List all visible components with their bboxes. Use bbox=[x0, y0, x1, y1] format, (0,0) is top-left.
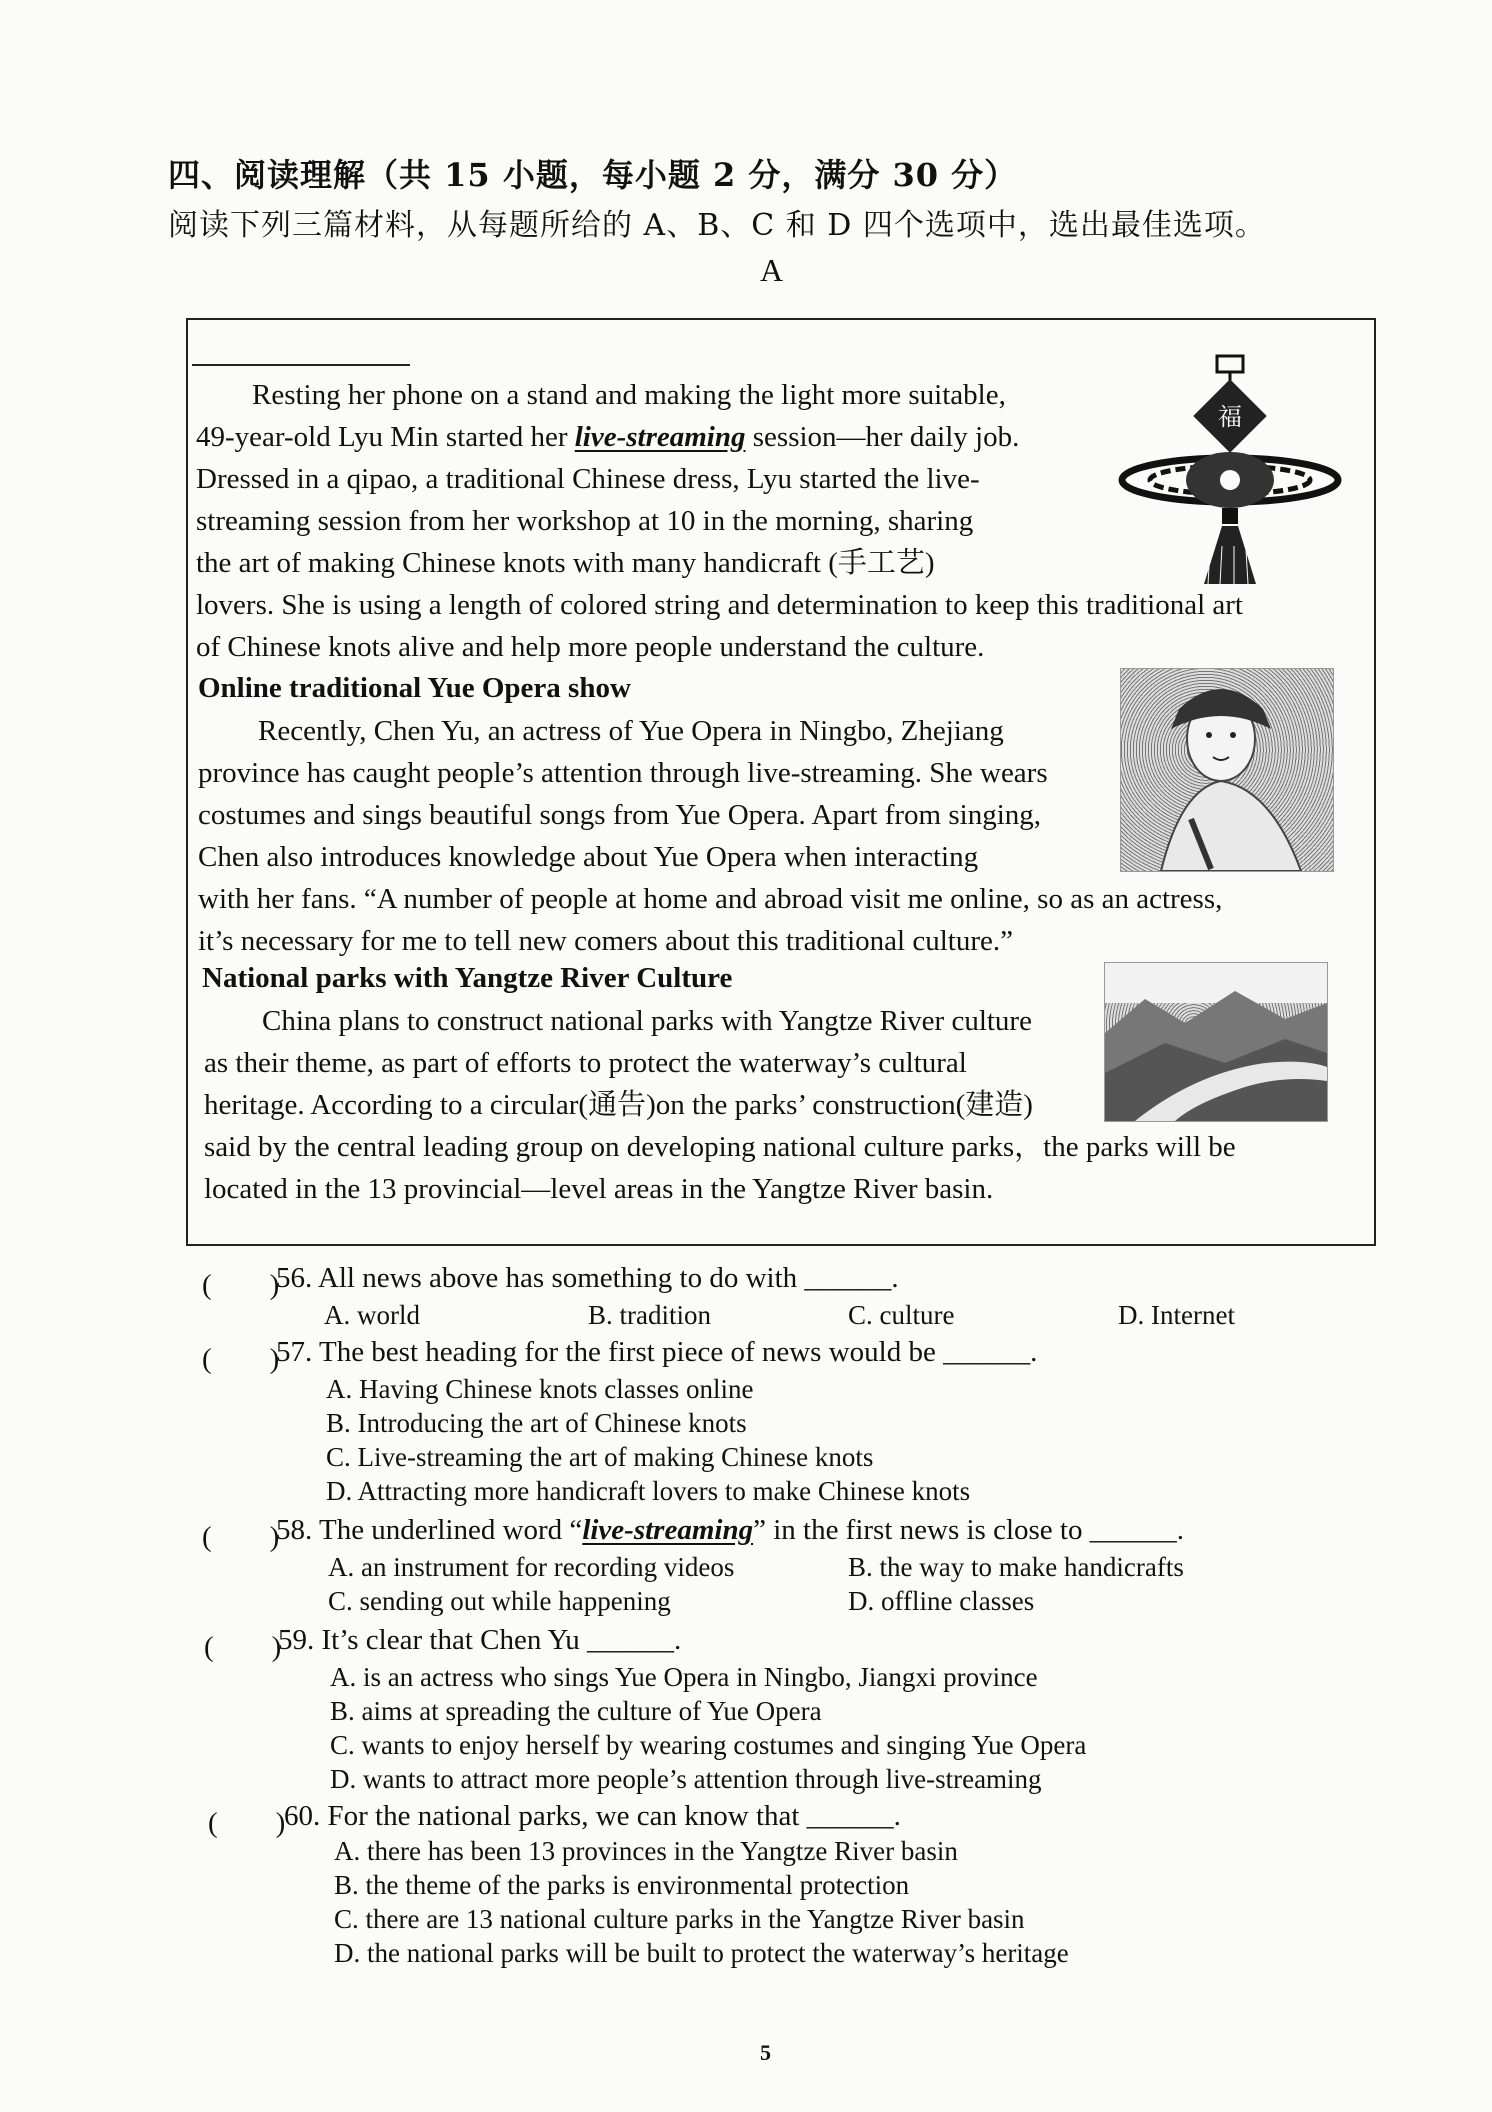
q58-stem-prefix: 58. The underlined word “ bbox=[276, 1514, 583, 1546]
section-title: 四、阅读理解（共 15 小题，每小题 2 分，满分 30 分） bbox=[168, 156, 1018, 194]
passage-label: A bbox=[760, 252, 784, 288]
q59-stem: 59. It’s clear that Chen Yu ______. bbox=[278, 1624, 682, 1656]
q58-option-a[interactable]: A. an instrument for recording videos bbox=[328, 1552, 735, 1582]
news1-line-5: the art of making Chinese knots with many handicraft (手工艺) bbox=[196, 547, 935, 579]
news2-line-4: Chen also introduces knowledge about Yue Opera when interacting bbox=[198, 841, 979, 873]
q58-option-c[interactable]: C. sending out while happening bbox=[328, 1586, 671, 1616]
news2-line-5: with her fans. “A number of people at home and abroad visit me online, so as an actress, bbox=[198, 883, 1223, 915]
news1-line-7: of Chinese knots alive and help more people understand the culture. bbox=[196, 631, 985, 663]
q58-option-d[interactable]: D. offline classes bbox=[848, 1586, 1035, 1616]
q58-stem-suffix: ” in the first news is close to ______. bbox=[753, 1514, 1184, 1546]
q56-option-a[interactable]: A. world bbox=[324, 1300, 420, 1330]
news3-line-3: heritage. According to a circular(通告)on the parks’ construction(建造) bbox=[204, 1089, 1033, 1121]
q57-paren[interactable]: ( ) bbox=[202, 1343, 280, 1375]
yangtze-landscape-photo bbox=[1104, 962, 1328, 1122]
q56-stem: 56. All news above has something to do with ______. bbox=[276, 1262, 899, 1294]
q58-option-b[interactable]: B. the way to make handicrafts bbox=[848, 1552, 1184, 1582]
q60-option-c[interactable]: C. there are 13 national culture parks in the Yangtze River basin bbox=[334, 1904, 1025, 1934]
q58-paren[interactable]: ( ) bbox=[202, 1521, 280, 1553]
blank-rule bbox=[192, 364, 410, 366]
q59-option-d[interactable]: D. wants to attract more people’s attention through live-streaming bbox=[330, 1764, 1042, 1794]
news2-line-3: costumes and sings beautiful songs from Yue Opera. Apart from singing, bbox=[198, 799, 1042, 831]
news3-line-4: said by the central leading group on developing national culture parks，the parks will be bbox=[204, 1131, 1236, 1163]
q56-option-b[interactable]: B. tradition bbox=[588, 1300, 711, 1330]
news3-line-5: located in the 13 provincial—level areas in the Yangtze River basin. bbox=[204, 1173, 994, 1205]
q57-option-b[interactable]: B. Introducing the art of Chinese knots bbox=[326, 1408, 747, 1438]
landscape-drawing bbox=[1105, 963, 1327, 1121]
opera-actress-photo bbox=[1120, 668, 1334, 872]
q60-stem: 60. For the national parks, we can know that ______. bbox=[284, 1800, 901, 1832]
actress-silhouette bbox=[1121, 669, 1333, 871]
news1-line-4: streaming session from her workshop at 10 in the morning, sharing bbox=[196, 505, 974, 537]
news1-line-3: Dressed in a qipao, a traditional Chinese dress, Lyu started the live- bbox=[196, 463, 980, 495]
news3-heading: National parks with Yangtze River Culture bbox=[202, 962, 733, 994]
news2-line-2: province has caught people’s attention through live-streaming. She wears bbox=[198, 757, 1048, 789]
fu-character: 福 bbox=[1218, 403, 1242, 431]
underlined-live-streaming: live-streaming bbox=[574, 421, 746, 453]
q56-option-d[interactable]: D. Internet bbox=[1118, 1300, 1235, 1330]
q59-option-b[interactable]: B. aims at spreading the culture of Yue Opera bbox=[330, 1696, 822, 1726]
q59-option-a[interactable]: A. is an actress who sings Yue Opera in Ningbo, Jiangxi province bbox=[330, 1662, 1038, 1692]
q60-option-d[interactable]: D. the national parks will be built to protect the waterway’s heritage bbox=[334, 1938, 1069, 1968]
page-number: 5 bbox=[760, 2040, 771, 2065]
q56-paren[interactable]: ( ) bbox=[202, 1269, 280, 1301]
news2-line-1: Recently, Chen Yu, an actress of Yue Opera in Ningbo, Zhejiang bbox=[258, 715, 1004, 747]
news1-line-2-suffix: session—her daily job. bbox=[752, 421, 1020, 453]
q59-option-c[interactable]: C. wants to enjoy herself by wearing costumes and singing Yue Opera bbox=[330, 1730, 1087, 1760]
q60-option-b[interactable]: B. the theme of the parks is environmental protection bbox=[334, 1870, 910, 1900]
q60-paren[interactable]: ( ) bbox=[208, 1807, 286, 1839]
q57-option-d[interactable]: D. Attracting more handicraft lovers to make Chinese knots bbox=[326, 1476, 971, 1506]
news3-line-1: China plans to construct national parks with Yangtze River culture bbox=[262, 1005, 1032, 1037]
news3-line-2: as their theme, as part of efforts to protect the waterway’s cultural bbox=[204, 1047, 967, 1079]
instructions: 阅读下列三篇材料，从每题所给的 A、B、C 和 D 四个选项中，选出最佳选项。 bbox=[168, 208, 1266, 243]
chinese-knot-image bbox=[1110, 350, 1350, 590]
q60-option-a[interactable]: A. there has been 13 provinces in the Yangtze River basin bbox=[334, 1836, 958, 1866]
news1-line-6: lovers. She is using a length of colored string and determination to keep this traditional art bbox=[196, 589, 1243, 621]
news1-line-1: Resting her phone on a stand and making the light more suitable, bbox=[252, 379, 1006, 411]
q59-paren[interactable]: ( ) bbox=[204, 1631, 282, 1663]
news1-line-2 bbox=[196, 416, 1019, 458]
news2-line-6: it’s necessary for me to tell new comers about this traditional culture.” bbox=[198, 925, 1013, 957]
news2-heading: Online traditional Yue Opera show bbox=[198, 672, 631, 704]
q57-option-a[interactable]: A. Having Chinese knots classes online bbox=[326, 1374, 754, 1404]
q57-option-c[interactable]: C. Live-streaming the art of making Chinese knots bbox=[326, 1442, 874, 1472]
q57-stem: 57. The best heading for the first piece of news would be ______. bbox=[276, 1336, 1038, 1368]
q56-option-c[interactable]: C. culture bbox=[848, 1300, 955, 1330]
q58-underlined-word: live-streaming bbox=[582, 1514, 754, 1546]
news1-line-2-prefix: 49-year-old Lyu Min started her bbox=[196, 421, 575, 453]
q58-stem bbox=[276, 1514, 1184, 1547]
